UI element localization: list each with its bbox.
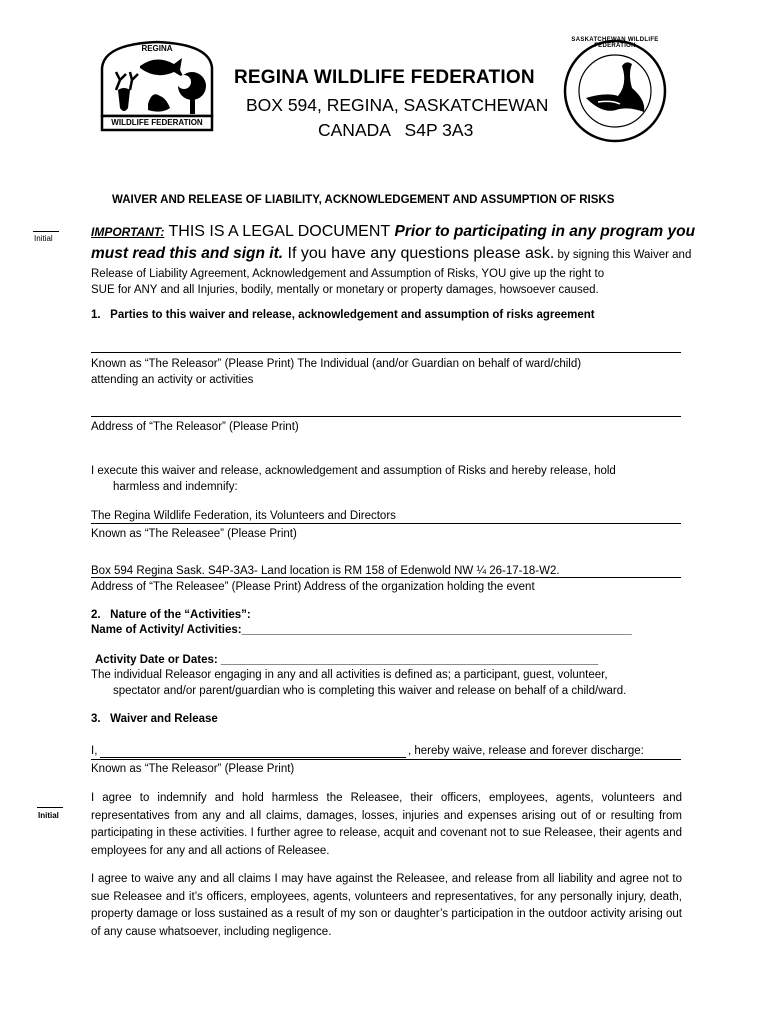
initial-line-1[interactable] [33, 231, 59, 232]
waive-claims-paragraph: I agree to waive any and all claims I may have against the Releasee, and release from all liability and agree not to sue Releasee and it’s officers, employees, agents, volunteers and representatives, for any personally injury, death, property damage or loss sustained as a result of my son or daughter’s participation in the outdoor activity arising out of any cause whatsoever, including negligence. [91, 873, 682, 938]
activity-description-2: spectator and/or parent/guardian who is completing this waiver and release on behalf of a child/ward. [113, 685, 627, 697]
important-paragraph [91, 221, 696, 298]
left-logo [96, 38, 218, 132]
releasee-name-value: The Regina Wildlife Federation, its Volunteers and Directors [91, 510, 396, 522]
waiver-discharge-line [91, 759, 681, 760]
indemnify-paragraph: I agree to indemnify and hold harmless the Releasee, their officers, employees, agents, volunteers and representatives from any and all claims, damages, losses, injuries and expenses arising out of or resulting from participating in these activities. I further agree to release, acquit and covenant not to sue Releasee, their agents and employees for any and all actions of Releasee. [91, 792, 682, 857]
by-signing-text: by signing this Waiver and [554, 249, 692, 261]
important-line3: Release of Liability Agreement, Acknowledgement and Assumption of Risks, YOU give up the right to [91, 268, 605, 280]
waiver-releasor-caption: Known as “The Releasor” (Please Print) [91, 763, 295, 775]
releasee-address-caption: Address of “The Releasee” (Please Print) Address of the organization holding the event [91, 581, 535, 593]
must-read-text: must read this and sign it. [91, 245, 284, 262]
important-label: IMPORTANT: [91, 225, 165, 239]
activity-description-1: The individual Releasor engaging in any and all activities is defined as; a participant, guest, volunteer, [91, 669, 608, 681]
waiver-i-label: I, [91, 745, 98, 757]
section3-heading: 3. Waiver and Release [91, 713, 218, 725]
left-logo-bottom-text: WILDLIFE FEDERATION [111, 118, 203, 127]
releasor-name-field[interactable] [91, 352, 681, 353]
saskatchewan-wildlife-logo-icon [562, 38, 668, 144]
releasor-caption: Known as “The Releasor” (Please Print) The Individual (and/or Guardian on behalf of ward/child) [91, 358, 582, 370]
activity-name-field[interactable]: Name of Activity/ Activities:_____________________________________________________________ [91, 624, 632, 636]
document-title: WAIVER AND RELEASE OF LIABILITY, ACKNOWLEDGEMENT AND ASSUMPTION OF RISKS [112, 194, 615, 206]
waiver-releasor-name-field[interactable] [100, 757, 406, 758]
releasee-name-line [91, 523, 681, 524]
waiver-discharge-text: , hereby waive, release and forever discharge: [408, 745, 644, 757]
legal-document-text: THIS IS A LEGAL DOCUMENT [164, 223, 391, 240]
left-logo-top-text: REGINA [141, 44, 173, 53]
org-name: REGINA WILDLIFE FEDERATION [234, 67, 535, 88]
section2-heading: 2. Nature of the “Activities”: [91, 609, 251, 621]
org-address-line2: CANADA S4P 3A3 [318, 120, 474, 140]
org-address-line1: BOX 594, REGINA, SASKATCHEWAN [246, 95, 549, 115]
prior-text: Prior to participating in any program you [390, 223, 696, 240]
releasee-address-line [91, 577, 681, 578]
execute-text: I execute this waiver and release, acknowledgement and assumption of Risks and hereby release, hold [91, 465, 616, 477]
releasee-address-value: Box 594 Regina Sask. S4P-3A3- Land location is RM 158 of Edenwold NW ¼ 26-17-18-W2. [91, 565, 560, 577]
initial-label-2: Initial [38, 811, 59, 820]
initial-label-1: Initial [34, 234, 53, 243]
right-logo [562, 38, 668, 144]
section1-heading: 1. Parties to this waiver and release, acknowledgement and assumption of risks agreement [91, 309, 595, 321]
releasor-address-field[interactable] [91, 416, 681, 417]
important-line4: SUE for ANY and all Injuries, bodily, mentally or monetary or property damages, howsoever caused. [91, 284, 599, 296]
releasor-caption-2: attending an activity or activities [91, 374, 254, 386]
initial-line-2[interactable] [37, 807, 63, 808]
releasor-address-caption: Address of “The Releasor” (Please Print) [91, 421, 299, 433]
releasee-caption: Known as “The Releasee” (Please Print) [91, 528, 297, 540]
questions-text: If you have any questions please ask. [283, 245, 555, 262]
execute-text-2: harmless and indemnify: [113, 481, 238, 493]
right-logo-ring-text: SASKATCHEWAN WILDLIFE FEDERATION [571, 37, 659, 49]
activity-date-field[interactable]: Activity Date or Dates: ___________________________________________________________ [95, 654, 599, 666]
